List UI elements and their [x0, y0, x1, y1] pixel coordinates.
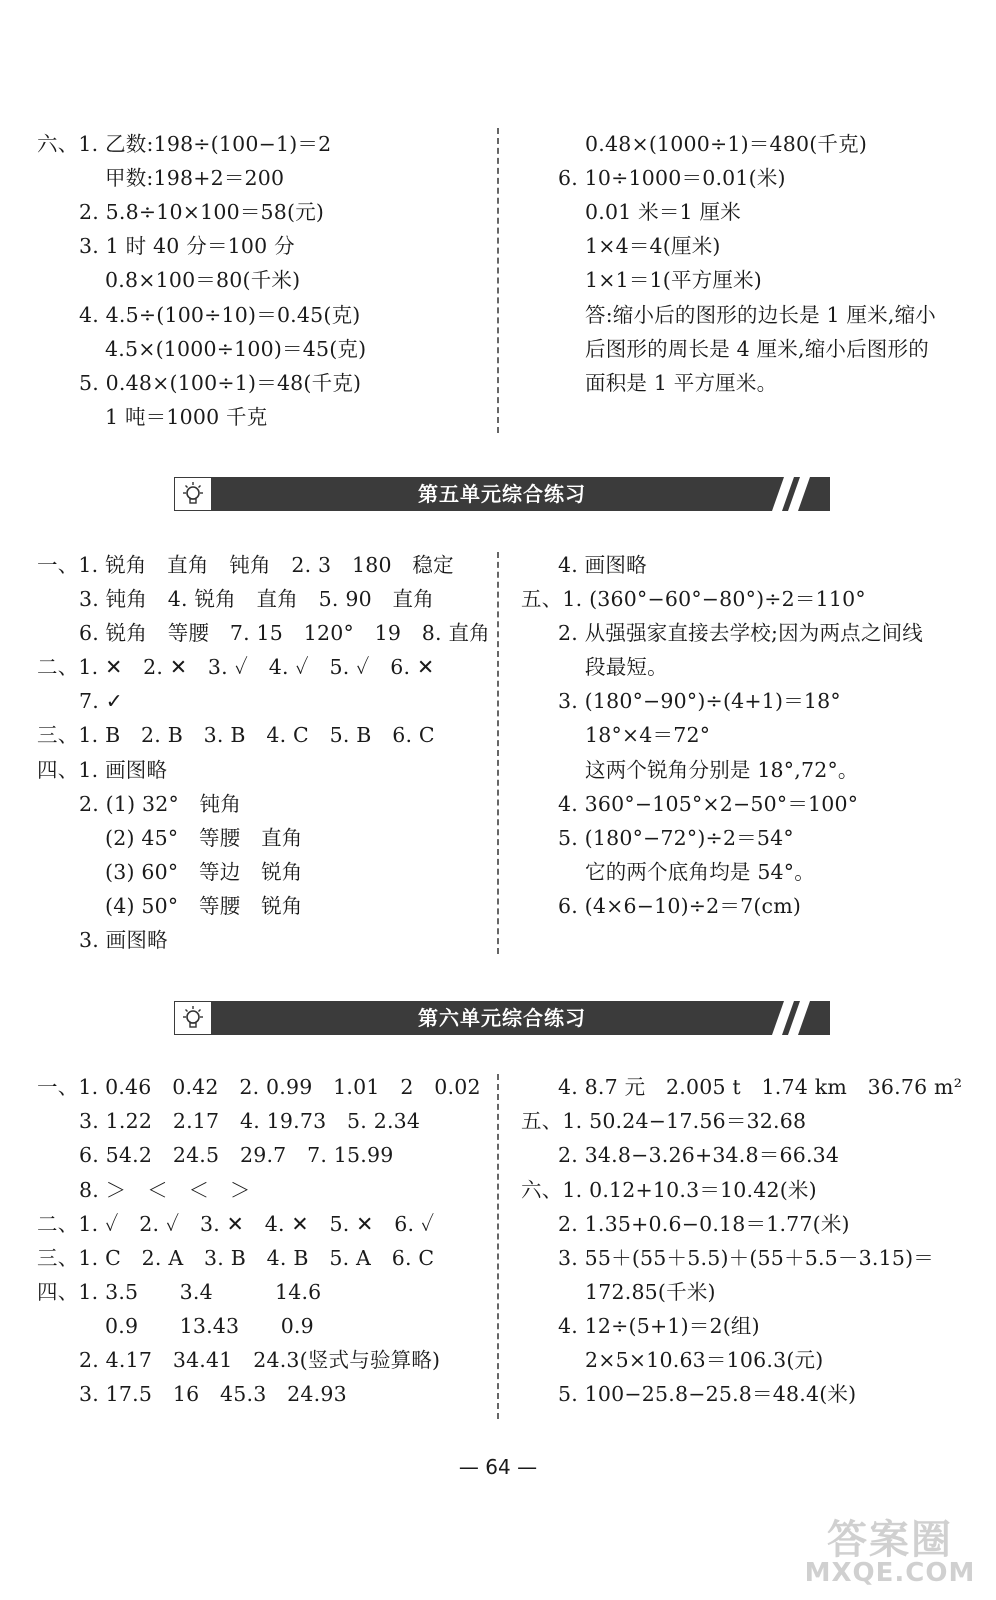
answer-line: 2. 5.8÷10×100＝58(元)	[79, 200, 325, 224]
watermark-logo: 答案圈	[827, 1517, 953, 1563]
answer-line: 3. 1.22 2.17 4. 19.73 5. 2.34	[79, 1109, 421, 1133]
answer-line: 它的两个底角均是 54°。	[585, 860, 815, 884]
answer-line: 二、1. ✕ 2. ✕ 3. ✓ 4. ✓ 5. ✓ 6. ✕	[37, 655, 435, 679]
answer-line: 五、1. (360°−60°−80°)÷2＝110°	[521, 587, 866, 611]
answer-line: 四、1. 画图略	[37, 758, 168, 782]
answer-line: 这两个锐角分别是 18°,72°。	[585, 758, 859, 782]
answer-line: 段最短。	[585, 655, 668, 679]
page-number: — 64 —	[458, 1455, 538, 1479]
answer-line: 面积是 1 平方厘米。	[585, 371, 778, 395]
answer-line: 三、1. B 2. B 3. B 4. C 5. B 6. C	[37, 723, 435, 747]
answer-line: 5. 0.48×(100÷1)＝48(千克)	[79, 371, 362, 395]
answer-line: 答:缩小后的图形的边长是 1 厘米,缩小	[585, 303, 936, 327]
answer-line: 三、1. C 2. A 3. B 4. B 5. A 6. C	[37, 1246, 435, 1270]
answer-line: 1×1＝1(平方厘米)	[585, 268, 763, 292]
answer-line: 4.5×(1000÷100)＝45(克)	[105, 337, 367, 361]
answer-line: (3) 60° 等边 锐角	[105, 860, 303, 884]
answer-line: 3. (180°−90°)÷(4+1)＝18°	[558, 689, 841, 713]
column-divider	[497, 128, 499, 433]
answer-line: 6. 锐角 等腰 7. 15 120° 19 8. 直角	[79, 621, 490, 645]
answer-line: 五、1. 50.24−17.56＝32.68	[521, 1109, 807, 1133]
answer-line: 7. ✓	[79, 689, 124, 713]
answer-line: 六、1. 0.12+10.3＝10.42(米)	[521, 1178, 817, 1202]
answer-line: 一、1. 0.46 0.42 2. 0.99 1.01 2 0.02	[37, 1075, 481, 1099]
answer-line: 0.48×(1000÷1)＝480(千克)	[585, 132, 868, 156]
answer-line: 5. 100−25.8−25.8＝48.4(米)	[558, 1382, 857, 1406]
column-divider	[497, 1074, 499, 1419]
watermark-url: MXQE.COM	[804, 1558, 976, 1588]
answer-line: 5. (180°−72°)÷2＝54°	[558, 826, 794, 850]
watermark	[790, 1508, 990, 1594]
answer-line: 1×4＝4(厘米)	[585, 234, 721, 258]
answer-line: 2. 4.17 34.41 24.3(竖式与验算略)	[79, 1348, 441, 1372]
answer-line: 后图形的周长是 4 厘米,缩小后图形的	[585, 337, 929, 361]
answer-line: 2×5×10.63＝106.3(元)	[585, 1348, 824, 1372]
answer-line: 4. 360°−105°×2−50°＝100°	[558, 792, 859, 816]
answer-line: 3. 17.5 16 45.3 24.93	[79, 1382, 347, 1406]
answer-line: 4. 4.5÷(100÷10)＝0.45(克)	[79, 303, 361, 327]
answer-line: 4. 画图略	[558, 553, 647, 577]
answer-line: 甲数:198+2＝200	[105, 166, 285, 190]
unit-5-banner	[174, 477, 830, 511]
answer-line: 一、1. 锐角 直角 钝角 2. 3 180 稳定	[37, 553, 454, 577]
answer-line: 6. (4×6−10)÷2＝7(cm)	[558, 894, 802, 918]
answer-line: 8. ＞ ＜ ＜ ＞	[79, 1178, 251, 1202]
answer-line: (2) 45° 等腰 直角	[105, 826, 303, 850]
column-divider	[497, 552, 499, 954]
answer-line: 6. 10÷1000＝0.01(米)	[558, 166, 786, 190]
unit-5-title: 第五单元综合练习	[418, 482, 586, 506]
answer-line: 6. 54.2 24.5 29.7 7. 15.99	[79, 1143, 394, 1167]
answer-line: 四、1. 3.5 3.4 14.6	[37, 1280, 322, 1304]
answer-line: 二、1. ✓ 2. ✓ 3. ✕ 4. ✕ 5. ✕ 6. ✓	[37, 1212, 435, 1236]
answer-line: 0.8×100＝80(千米)	[105, 268, 301, 292]
answer-line: (4) 50° 等腰 锐角	[105, 894, 303, 918]
answer-line: 2. 1.35+0.6−0.18＝1.77(米)	[558, 1212, 850, 1236]
answer-line: 2. 从强强家直接去学校;因为两点之间线	[558, 621, 923, 645]
answer-line: 3. 画图略	[79, 928, 168, 952]
answer-line: 4. 12÷(5+1)＝2(组)	[558, 1314, 760, 1338]
answer-line: 0.01 米＝1 厘米	[585, 200, 741, 224]
unit-6-title: 第六单元综合练习	[418, 1006, 586, 1030]
answer-line: 六、1. 乙数:198÷(100−1)＝2	[37, 132, 332, 156]
answer-line: 4. 8.7 元 2.005 t 1.74 km 36.76 m²	[558, 1075, 963, 1099]
answer-line: 18°×4＝72°	[585, 723, 711, 747]
answer-line: 3. 钝角 4. 锐角 直角 5. 90 直角	[79, 587, 434, 611]
unit-6-banner	[174, 1001, 830, 1035]
answer-line: 172.85(千米)	[585, 1280, 716, 1304]
answer-line: 3. 1 时 40 分＝100 分	[79, 234, 295, 258]
answer-line: 2. 34.8−3.26+34.8＝66.34	[558, 1143, 840, 1167]
answer-line: 3. 55＋(55＋5.5)＋(55＋5.5－3.15)＝	[558, 1246, 934, 1270]
answer-line: 2. (1) 32° 钝角	[79, 792, 242, 816]
answer-line: 1 吨＝1000 千克	[105, 405, 268, 429]
answer-line: 0.9 13.43 0.9	[105, 1314, 314, 1338]
